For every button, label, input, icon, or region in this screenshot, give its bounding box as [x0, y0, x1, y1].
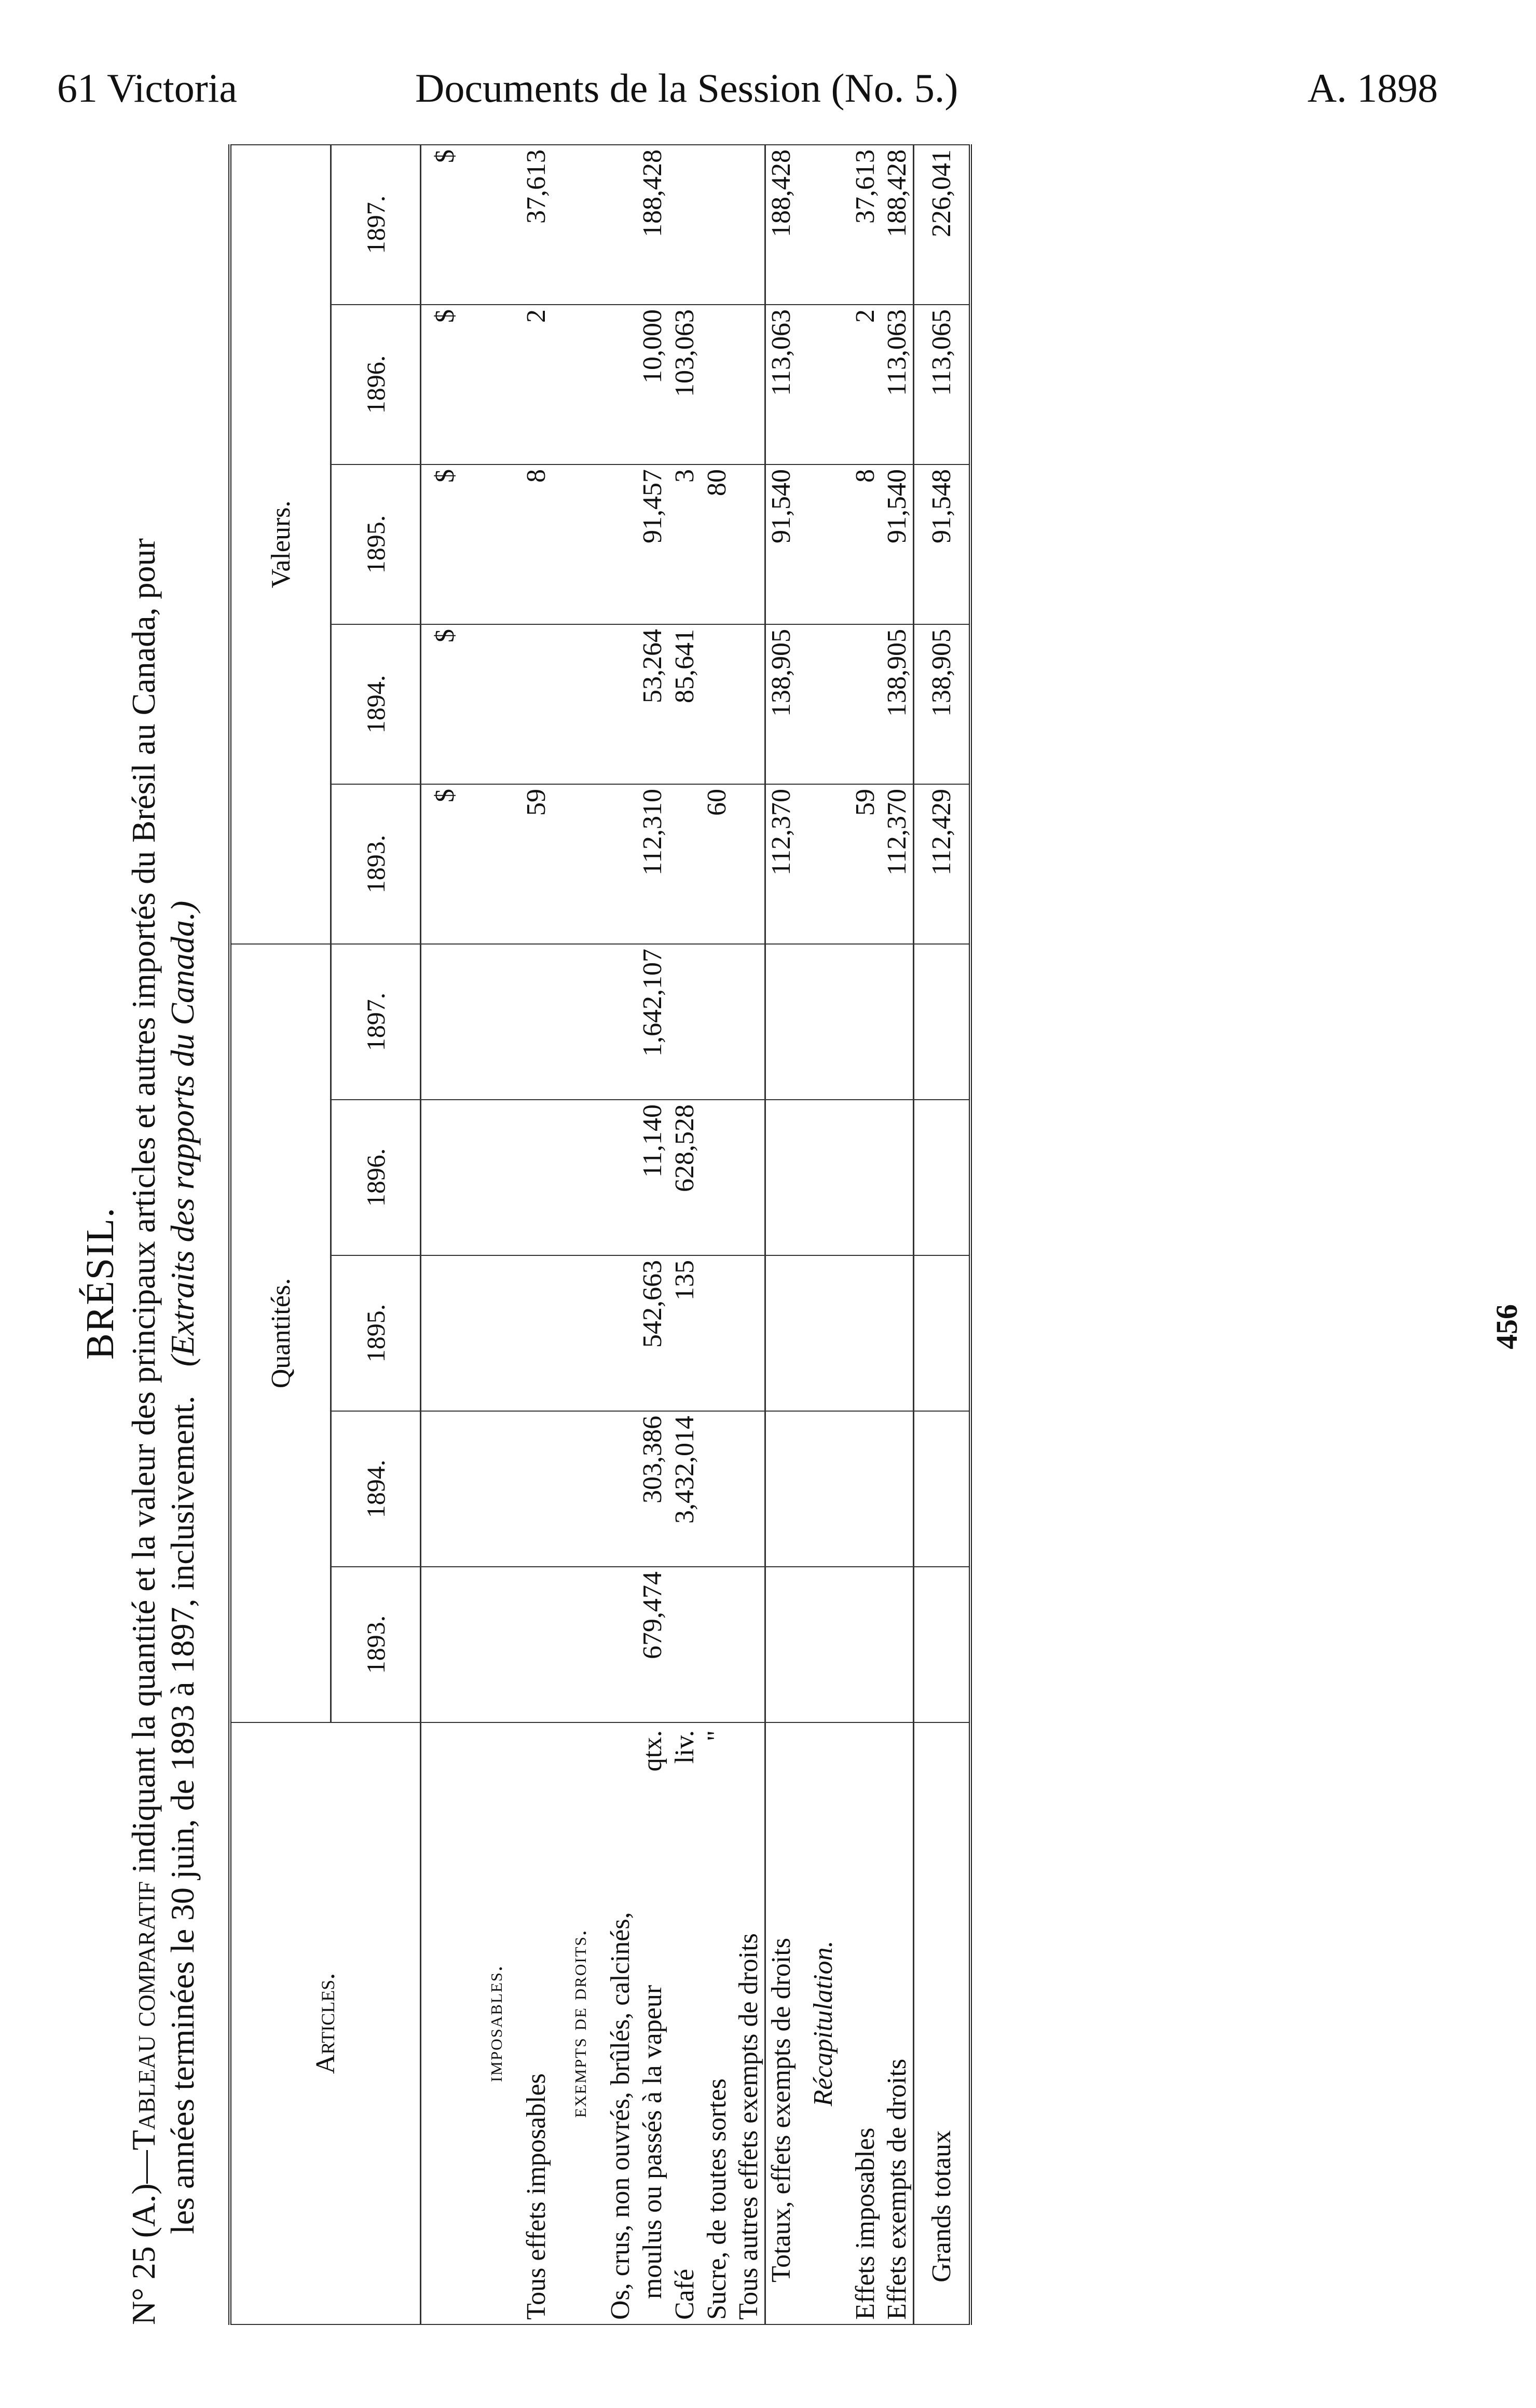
- quantities-group-header: Quantités.: [230, 944, 331, 1722]
- cell: 188,428: [636, 145, 668, 305]
- section-row: [468, 145, 520, 2324]
- cell: [520, 624, 552, 784]
- cell: 138,905: [913, 624, 970, 784]
- section-recap: Récapitulation.: [797, 1722, 849, 2324]
- cell: 628,528: [668, 1100, 701, 1255]
- cell: 37,613: [520, 145, 552, 305]
- cell: [668, 1567, 701, 1722]
- currency-sign: $: [421, 464, 469, 624]
- cell: [701, 305, 733, 464]
- rotated-page-content: [78, 145, 1536, 2325]
- cell: 10,000: [636, 305, 668, 464]
- cell: 112,370: [765, 784, 797, 944]
- v-year-1895: 1895.: [331, 464, 421, 624]
- cell: 8: [520, 464, 552, 624]
- title-source: (Extraits des rapports du Canada.): [164, 900, 201, 1367]
- cell: 112,429: [913, 784, 970, 944]
- cell: [701, 1411, 733, 1567]
- cell: [733, 1100, 765, 1255]
- section-row: [797, 145, 849, 2324]
- cell: [733, 145, 765, 305]
- title-prefix: N° 25 (A.)—: [125, 2150, 162, 2325]
- section-dutiable: imposables.: [468, 1722, 520, 2324]
- cell: 59: [849, 784, 881, 944]
- cell: [733, 624, 765, 784]
- row-label: Tous autres effets exempts de droits: [733, 1722, 765, 2324]
- cell: [733, 1567, 765, 1722]
- cell: [668, 784, 701, 944]
- cell: [733, 784, 765, 944]
- table-row: [733, 145, 765, 2324]
- title-line2: les années terminées le 30 juin, de 1893 à 1897, inclusivement.: [164, 1395, 201, 2234]
- table-row: [604, 145, 636, 2324]
- cell: [733, 1411, 765, 1567]
- cell: [733, 305, 765, 464]
- cell: 113,065: [913, 305, 970, 464]
- cell: [701, 145, 733, 305]
- cell: 91,457: [636, 464, 668, 624]
- cell: 8: [849, 464, 881, 624]
- cell: [733, 464, 765, 624]
- row-label: Tous effets imposables: [520, 1722, 552, 2324]
- page-number: 456: [1490, 1304, 1524, 1349]
- cell: [701, 624, 733, 784]
- cell: 91,540: [881, 464, 913, 624]
- cell: [733, 1255, 765, 1411]
- q-year-1895: 1895.: [331, 1255, 421, 1411]
- cell: 91,540: [765, 464, 797, 624]
- cell: 11,140: [636, 1100, 668, 1255]
- cell: [701, 1255, 733, 1411]
- cell: 60: [701, 784, 733, 944]
- cell: [520, 1100, 552, 1255]
- cell: 226,041: [913, 145, 970, 305]
- cell: 679,474: [636, 1567, 668, 1722]
- cell: 138,905: [765, 624, 797, 784]
- currency-row: [421, 145, 469, 2324]
- header-year: A. 1898: [1307, 65, 1438, 111]
- cell: [701, 1567, 733, 1722]
- cell: 53,264: [636, 624, 668, 784]
- table-row-total: [765, 145, 797, 2324]
- currency-sign: $: [421, 145, 469, 305]
- cell: 3,432,014: [668, 1411, 701, 1567]
- cell: [520, 1567, 552, 1722]
- cell: [701, 944, 733, 1100]
- table-row: [636, 145, 668, 2324]
- title-caps: Tableau comparatif: [125, 1881, 162, 2151]
- table-row: [668, 145, 701, 2324]
- v-year-1893: 1893.: [331, 784, 421, 944]
- v-year-1894: 1894.: [331, 624, 421, 784]
- currency-sign: $: [421, 305, 469, 464]
- row-label: Totaux, effets exempts de droits: [765, 1722, 797, 2324]
- cell: 112,370: [881, 784, 913, 944]
- cell: 3: [668, 464, 701, 624]
- table-row: [881, 145, 913, 2324]
- cell: 85,641: [668, 624, 701, 784]
- cell: 91,548: [913, 464, 970, 624]
- cell: [520, 1255, 552, 1411]
- section-row: [552, 145, 604, 2324]
- q-year-1894: 1894.: [331, 1411, 421, 1567]
- section-free: exempts de droits.: [552, 1722, 604, 2324]
- table-row: [849, 145, 881, 2324]
- header-session-left: 61 Victoria: [57, 65, 237, 111]
- country-heading: BRÉSIL.: [78, 1207, 122, 1360]
- cell: [520, 944, 552, 1100]
- cell: [701, 1100, 733, 1255]
- header-title: Documents de la Session (No. 5.): [415, 65, 958, 111]
- row-label: Sucre, de toutes sortes ": [701, 1722, 733, 2324]
- table-title-line-2: [163, 901, 202, 2234]
- cell: [520, 1411, 552, 1567]
- cell: [849, 624, 881, 784]
- row-label: moulus ou passés à la vapeur qtx.: [636, 1722, 668, 2324]
- v-year-1896: 1896.: [331, 305, 421, 464]
- comparative-table: [228, 144, 972, 2325]
- values-group-header: Valeurs.: [230, 145, 331, 944]
- title-rest: indiquant la quantité et la valeur des principaux articles et autres importés du Brésil au Canada, pour: [125, 538, 162, 1881]
- currency-sign: $: [421, 784, 469, 944]
- row-label: Os, crus, non ouvrés, brûlés, calcinés,: [604, 1722, 636, 2324]
- cell: 59: [520, 784, 552, 944]
- currency-sign: $: [421, 624, 469, 784]
- cell: 113,063: [765, 305, 797, 464]
- row-label: Grands totaux: [913, 1722, 970, 2324]
- row-label: Effets imposables: [849, 1722, 881, 2324]
- cell: 113,063: [881, 305, 913, 464]
- cell: 112,310: [636, 784, 668, 944]
- cell: [668, 145, 701, 305]
- q-year-1897: 1897.: [331, 944, 421, 1100]
- v-year-1897: 1897.: [331, 145, 421, 305]
- table-row: [701, 145, 733, 2324]
- cell: 188,428: [765, 145, 797, 305]
- cell: 303,386: [636, 1411, 668, 1567]
- row-label: Effets exempts de droits: [881, 1722, 913, 2324]
- table-row: [520, 145, 552, 2324]
- cell: 2: [849, 305, 881, 464]
- cell: 135: [668, 1255, 701, 1411]
- cell: [733, 944, 765, 1100]
- cell: 138,905: [881, 624, 913, 784]
- cell: 542,663: [636, 1255, 668, 1411]
- table-title-line-1: [125, 538, 163, 2325]
- cell: 188,428: [881, 145, 913, 305]
- table-row-grand-total: [913, 145, 970, 2324]
- cell: 103,063: [668, 305, 701, 464]
- cell: 80: [701, 464, 733, 624]
- col-articles-header: Articles.: [230, 1722, 421, 2324]
- cell: [668, 944, 701, 1100]
- cell: 1,642,107: [636, 944, 668, 1100]
- cell: 2: [520, 305, 552, 464]
- q-year-1893: 1893.: [331, 1567, 421, 1722]
- cell: 37,613: [849, 145, 881, 305]
- q-year-1896: 1896.: [331, 1100, 421, 1255]
- row-label: Café liv.: [668, 1722, 701, 2324]
